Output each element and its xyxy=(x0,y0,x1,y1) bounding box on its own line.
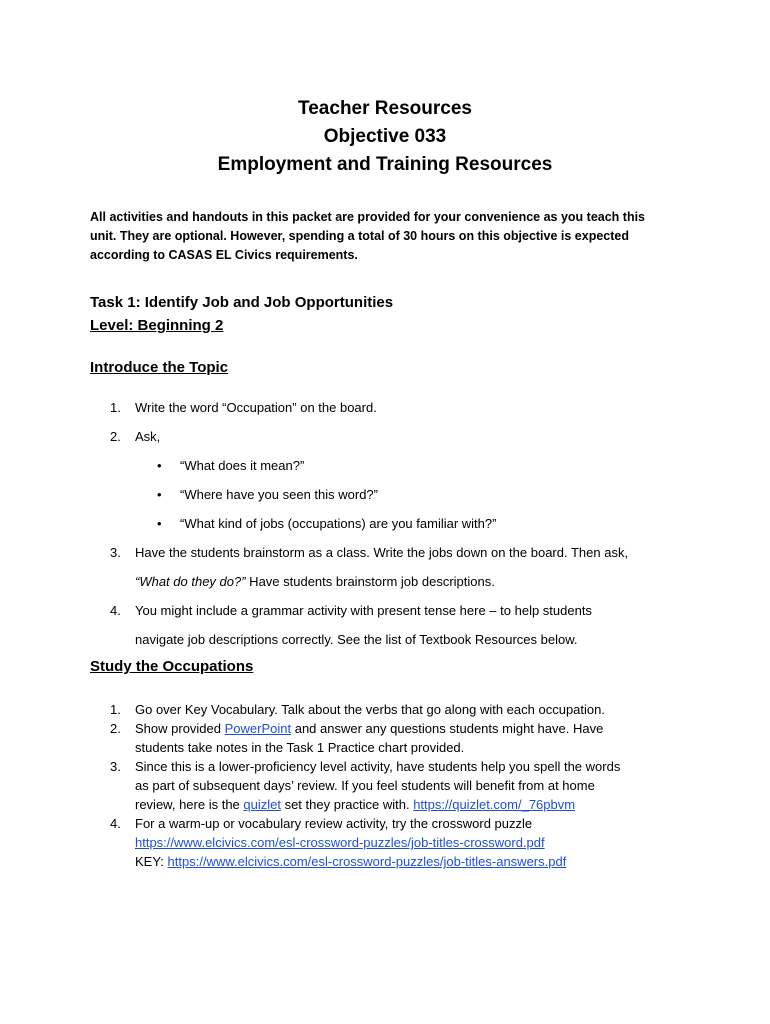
list-item xyxy=(110,429,670,458)
quizlet-link[interactable]: quizlet xyxy=(243,797,281,812)
title-line-1: Teacher Resources xyxy=(298,98,472,119)
bullet-item xyxy=(110,516,670,545)
title-line-2: Objective 033 xyxy=(323,126,447,147)
item-text: as part of subsequent days’ review. If you feel students will benefit from at home xyxy=(135,778,595,793)
item-text: review, here is the xyxy=(135,797,244,812)
list-item xyxy=(110,719,670,738)
list-item-continuation xyxy=(110,776,670,795)
item-text: Have students brainstorm job descriptions. xyxy=(245,574,495,589)
key-label: KEY: xyxy=(135,854,168,869)
introduce-list xyxy=(110,400,670,661)
task-title: Task 1: Identify Job and Job Opportunities xyxy=(90,294,394,311)
item-number: 3. xyxy=(110,545,121,560)
bullet-icon: • xyxy=(157,516,162,531)
task-level: Level: Beginning 2 xyxy=(90,317,224,334)
bullet-item xyxy=(110,458,670,487)
bullet-icon: • xyxy=(157,487,162,502)
list-item xyxy=(110,700,670,719)
item-text: Ask, xyxy=(135,429,161,444)
introduce-heading: Introduce the Topic xyxy=(90,359,229,376)
list-item-continuation xyxy=(110,632,670,661)
list-item xyxy=(110,400,670,429)
title-line-3: Employment and Training Resources xyxy=(217,154,553,175)
item-text: navigate job descriptions correctly. See the list of Textbook Resources below. xyxy=(135,632,578,647)
list-item xyxy=(110,814,670,833)
answers-link[interactable]: https://www.elcivics.com/esl-crossword-puzzles/job-titles-answers.pdf xyxy=(167,854,567,869)
item-text: You might include a grammar activity with present tense here – to help students xyxy=(135,603,592,618)
italic-question: “What do they do?” xyxy=(135,574,246,589)
item-text: Write the word “Occupation” on the board. xyxy=(135,400,377,415)
item-text: For a warm-up or vocabulary review activity, try the crossword puzzle xyxy=(135,816,533,831)
list-item xyxy=(110,757,670,776)
study-list xyxy=(110,700,670,871)
bullet-text: “Where have you seen this word?” xyxy=(180,487,378,502)
item-number: 2. xyxy=(110,429,121,444)
powerpoint-link[interactable]: PowerPoint xyxy=(224,721,292,736)
item-text: Since this is a lower-proficiency level activity, have students help you spell the words xyxy=(135,759,621,774)
item-text: set they practice with. xyxy=(280,797,414,812)
list-item-continuation xyxy=(110,852,670,871)
item-text: students take notes in the Task 1 Practice chart provided. xyxy=(135,740,465,755)
list-item xyxy=(110,603,670,632)
list-item-continuation xyxy=(110,795,670,814)
item-number: 1. xyxy=(110,702,121,717)
list-item-continuation xyxy=(110,574,670,603)
item-number: 4. xyxy=(110,816,121,831)
bullet-text: “What kind of jobs (occupations) are you familiar with?” xyxy=(180,516,497,531)
bullet-item xyxy=(110,487,670,516)
list-item-continuation xyxy=(110,833,670,852)
study-heading: Study the Occupations xyxy=(90,658,254,675)
item-number: 2. xyxy=(110,721,121,736)
item-number: 4. xyxy=(110,603,121,618)
title-block xyxy=(0,95,770,179)
item-text: Have the students brainstorm as a class. Write the jobs down on the board. Then ask, xyxy=(135,545,629,560)
item-text: and answer any questions students might have. Have xyxy=(291,721,604,736)
item-number: 3. xyxy=(110,759,121,774)
item-text: Show provided xyxy=(135,721,225,736)
list-item xyxy=(110,545,670,574)
list-item-continuation xyxy=(110,738,670,757)
quizlet-url-link[interactable]: https://quizlet.com/_76pbvm xyxy=(413,797,576,812)
bullet-text: “What does it mean?” xyxy=(180,458,305,473)
bullet-icon: • xyxy=(157,458,162,473)
intro-paragraph: All activities and handouts in this packet are provided for your convenience as you teach this unit. They are optional. However, spending a total of 30 hours on this objective is expected according to CASAS EL Civics requirements. xyxy=(90,210,646,262)
item-number: 1. xyxy=(110,400,121,415)
crossword-link[interactable]: https://www.elcivics.com/esl-crossword-puzzles/job-titles-crossword.pdf xyxy=(135,835,545,850)
item-text: Go over Key Vocabulary. Talk about the verbs that go along with each occupation. xyxy=(135,702,605,717)
